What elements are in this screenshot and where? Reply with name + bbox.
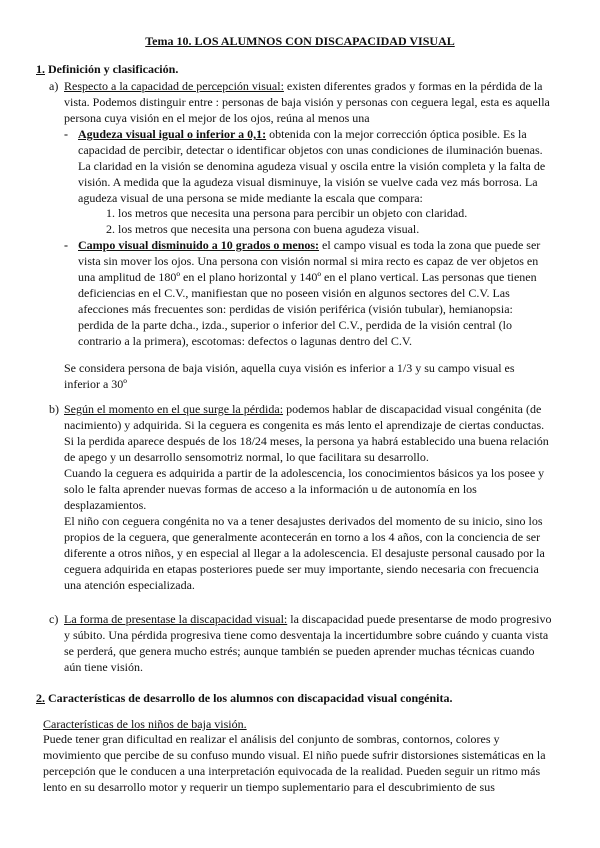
item-c-label: La forma de presentase la discapacidad visual: [64,612,288,626]
item-b-label: Según el momento en el que surge la pérdida: [64,402,284,416]
scale-item-1: 1. los metros que necesita una persona para percibir un objeto con claridad. [106,206,468,220]
section-2-number: 2. [36,691,45,705]
item-b-marker: b) [49,402,59,416]
bullet-1-label: Agudeza visual igual o inferior a 0,1: [78,127,267,141]
bullet-2-marker: - [64,238,68,252]
bullet-1-scale-list [106,205,546,237]
item-b-paragraph-1 [64,401,554,465]
item-c-paragraph [64,611,554,675]
item-b-paragraph-3: El niño con ceguera congénita no va a tener desajustes derivados del momento de su inicio, sino los propios de la ceguera, que generalmente acontecerán en torno a los 4 años, con la conciencia de ser diferente a otros niños, y en especial al llegar a la adolescencia. El desajuste personal causado por la ceguera adquirida en etapas posteriores puede ser muy importante, siendo necesaria con frecuencia una atención especializada. [64,514,545,592]
bullet-2-label: Campo visual disminuido a 10 grados o menos: [78,238,320,252]
scale-item-2: 2. los metros que necesita una persona con buena agudeza visual. [106,222,420,236]
bullet-1-marker: - [64,127,68,141]
item-a-label: Respecto a la capacidad de percepción visual: [64,79,284,93]
section-1-title: Definición y clasificación. [48,62,179,76]
bullet-2-text: el campo visual es toda la zona que puede ser vista sin mover los ojos. Una persona con visión normal si mira recto es capaz de ver objetos en una amplitud de 180º en el plano horizontal y 140º en el plano vertical. Las personas que tienen deficiencias en el C.V., manifiestan que no poseen visión en algunos sectores del C.V. Las afecciones más frecuentes son: perdidas de visión periférica (visión tubular), hemianopsia: perdida de la parte dcha., izda., superior o inferior del C.V., perdida de la visión central (lo contrario a la primera), escotomas: defectos o lagunas dentro del C.V. [78,238,541,348]
item-c-text: la discapacidad puede presentarse de modo progresivo y súbito. Una pérdida progresiva tiene como desventaja la incertidumbre sobre cuándo y cuanta vista se perderá, que genera mucho estrés; aunque también se pueden aprender muchas técnicas cuando aún tiene visión. [64,612,552,674]
section-1-heading [36,61,178,77]
section-1-number: 1. [36,62,45,76]
document-title: Tema 10. LOS ALUMNOS CON DISCAPACIDAD VISUAL [145,34,455,48]
item-a-paragraph [64,78,554,126]
bullet-2-paragraph [78,237,548,349]
item-b-text-1: podemos hablar de discapacidad visual congénita (de nacimiento) y adquirida. Si la ceguera es congenita es más lento el aprendizaje de ciertas conductas. Si la perdida aparece después de los 18/24 meses, la persona ya habrá establecido una buena relación de apego y un desarrollo sensomotriz normal, lo que facilitara su desarrollo. [64,402,549,464]
item-a-text: existen diferentes grados y formas en la pérdida de la vista. Podemos distinguir entre : personas de baja visión y personas con ceguera legal, esta es aquella persona cuya visión en el mejor de los ojos, reúna al menos una [64,79,550,125]
item-a-marker: a) [49,79,59,93]
bullet-1-paragraph [78,126,548,206]
item-c-marker: c) [49,612,59,626]
section-2-heading [36,690,452,706]
low-vision-subheading: Características de los niños de baja visión. [43,717,247,731]
item-b-paragraph-2: Cuando la ceguera es adquirida a partir de la adolescencia, los conocimientos básicos ya los posee y solo le falta aprender nuevas formas de acceso a la información u de autonomía en los desplazamientos. [64,466,545,512]
section-2-paragraph: Puede tener gran dificultad en realizar el análisis del conjunto de sombras, contornos, colores y movimiento que percibe de su confuso mundo visual. El niño puede sufrir distorsiones sistemáticas en la percepción que le conducen a una interpretación equivocada de la realidad. Pueden seguir un ritmo más lento en su desarrollo motor y requerir un tiempo suplementario para el descubrimiento de sus [43,732,546,794]
low-vision-paragraph: Se considera persona de baja visión, aquella cuya visión es inferior a 1/3 y su campo visual es inferior a 30º [64,361,515,391]
bullet-1-text: obtenida con la mejor corrección óptica posible. Es la capacidad de percibir, detectar o identificar objetos con unas condiciones de iluminación buenas. La claridad en la visión se denomina agudeza visual y oscila entre la visión completa y la falta de visión. A medida que la agudeza visual disminuye, la visión se vuelve cada vez más borrosa. La agudeza visual de una persona se mide mediante la escala que compara: [78,127,546,205]
section-2-title: Características de desarrollo de los alumnos con discapacidad visual congénita. [48,691,453,705]
